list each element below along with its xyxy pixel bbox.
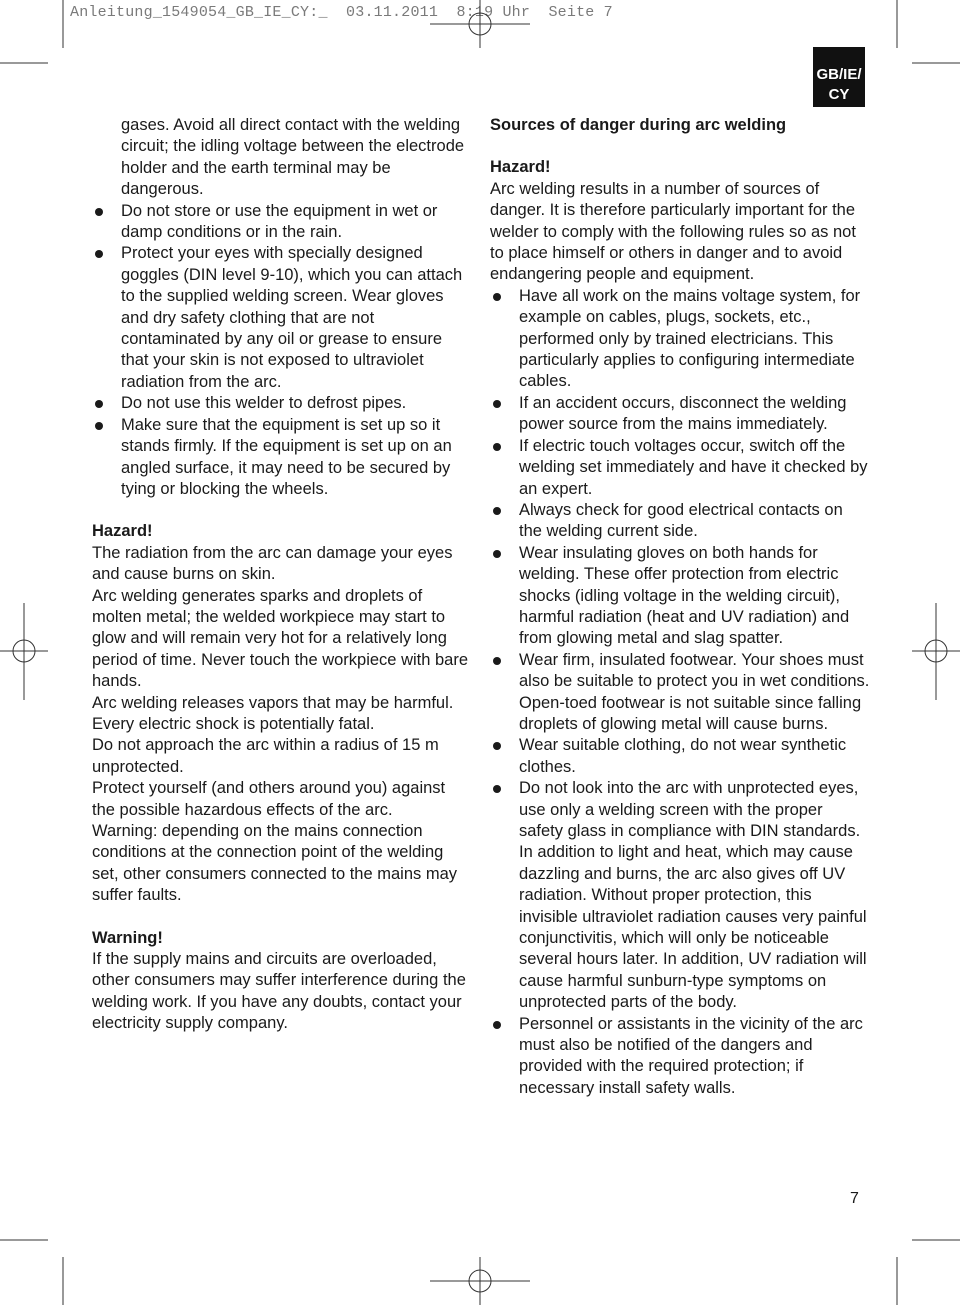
bullet-item: Do not look into the arc with unprotected eyes, use only a welding screen with the proper safety glass in compliance with DIN standards. In addition to light and heat, which may cause dazzling and burns, the arc also gives off UV radiation. Without proper protection, this invisible ultraviolet radiation causes very painful conjunctivitis, which will only be noticeable several hours later. In addition, UV radiation will cause harmful sunburn-type symptoms on unprotected parts of the body. <box>490 778 870 1013</box>
bullet-item: If electric touch voltages occur, switch off the welding set immediately and have it checked by an expert. <box>490 436 870 500</box>
bullet-item: Do not use this welder to defrost pipes. <box>92 393 470 414</box>
language-badge <box>813 47 865 107</box>
page-number: 7 <box>850 1190 859 1207</box>
hazard-paragraph: Arc welding generates sparks and droplets of molten metal; the welded workpiece may start to glow and will remain very hot for a relatively long period of time. Never touch the workpiece with bare hands. <box>92 586 469 691</box>
bullet-item: Always check for good electrical contacts on the welding current side. <box>490 500 870 543</box>
warning-paragraph: If the supply mains and circuits are overloaded, other consumers may suffer interference during the welding work. If you have any doubts, contact your electricity supply company. <box>92 950 466 1033</box>
hazard-paragraph: The radiation from the arc can damage your eyes and cause burns on skin. <box>92 543 453 584</box>
intro-paragraph: Arc welding results in a number of sources of danger. It is therefore particularly important for the welder to comply with the following rules so as not to place himself or others in danger and to avoid endangering people and equipment. <box>490 179 856 284</box>
hazard-paragraph: Protect yourself (and others around you) against the possible hazardous effects of the arc. <box>92 779 446 819</box>
language-badge-line1: GB/IE/ <box>816 66 862 83</box>
bullet-item: Make sure that the equipment is set up so it stands firmly. If the equipment is set up on an angled surface, it may need to be secured by tying or blocking the wheels. <box>92 415 470 501</box>
hazard-heading: Hazard! <box>490 158 551 177</box>
bullet-item: Personnel or assistants in the vicinity of the arc must also be notified of the dangers and provided with the required protection; if necessary install safety walls. <box>490 1014 870 1100</box>
left-column <box>92 115 470 1035</box>
hazard-heading: Hazard! <box>92 522 153 541</box>
hazard-paragraph: Arc welding releases vapors that may be harmful. Every electric shock is potentially fatal. <box>92 693 454 733</box>
bullet-item: Wear insulating gloves on both hands for welding. These offer protection from electric shocks (idling voltage in the welding circuit), harmful radiation (heat and UV radiation) and from glowing metal and slag spatter. <box>490 543 870 650</box>
section-title: Sources of danger during arc welding <box>490 116 787 134</box>
warning-heading: Warning! <box>92 928 163 947</box>
bullet-item: Wear firm, insulated footwear. Your shoes must also be suitable to protect you in wet conditions. Open-toed footwear is not suitable since falling droplets of glowing metal will cause burns. <box>490 650 870 736</box>
bullet-item: Wear suitable clothing, do not wear synthetic clothes. <box>490 735 870 778</box>
continued-text: gases. Avoid all direct contact with the welding circuit; the idling voltage between the electrode holder and the earth terminal may be dangerous. <box>121 116 465 199</box>
print-slug: Anleitung_1549054_GB_IE_CY:_ 03.11.2011 8:19 Uhr Seite 7 <box>70 4 613 21</box>
hazard-paragraph: Do not approach the arc within a radius of 15 m unprotected. <box>92 736 439 776</box>
hazard-paragraph: Warning: depending on the mains connection conditions at the connection point of the welding set, other consumers connected to the mains may suffer faults. <box>92 822 458 905</box>
right-column <box>490 115 870 1099</box>
language-badge-line2: CY <box>828 86 850 103</box>
bullet-item: Have all work on the mains voltage system, for example on cables, plugs, sockets, etc., performed only by trained electricians. This particularly applies to configuring intermediate cables. <box>490 286 870 393</box>
bullet-item: Do not store or use the equipment in wet or damp conditions or in the rain. <box>92 201 470 244</box>
bullet-item: Protect your eyes with specially designed goggles (DIN level 9-10), which you can attach to the supplied welding screen. Wear gloves and dry safety clothing that are not contaminated by any oil or grease to ensure that your skin is not exposed to ultraviolet radiation from the arc. <box>92 243 470 393</box>
bullet-item: If an accident occurs, disconnect the welding power source from the mains immediately. <box>490 393 870 436</box>
